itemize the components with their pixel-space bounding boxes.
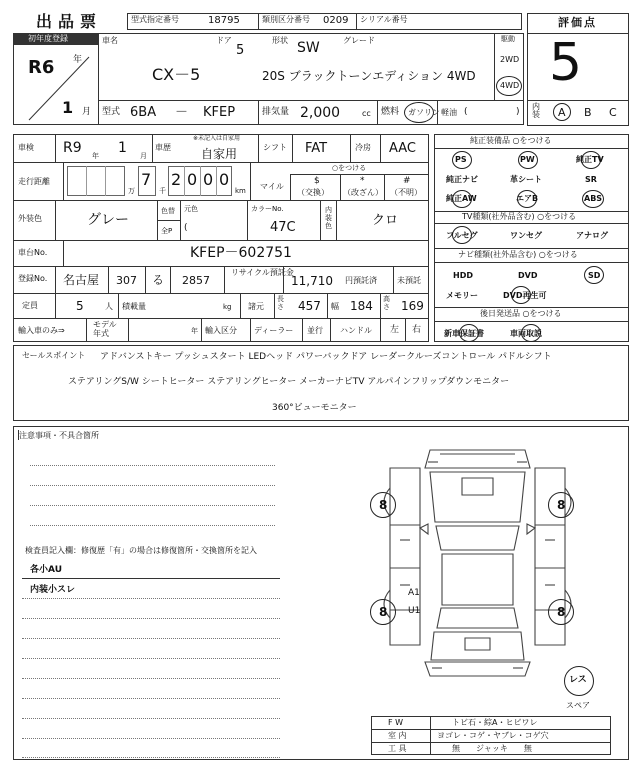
recycle: 11,710 [291,274,333,288]
eq-pw: PW [520,155,535,164]
tire-fl: 8 [379,498,388,512]
mileage-km-unit: km [235,187,246,195]
legend-fw-value: トビ石・綜A・ヒビワレ [452,718,538,727]
inspection-month-unit: 月 [140,152,147,160]
fuel-label: 燃料 [381,107,400,117]
height: 169 [401,299,424,313]
nav-sd: SD [588,271,601,280]
first-reg-month-unit: 月 [82,107,92,117]
interior-b: B [584,106,592,119]
capacity-unit: 人 [105,302,113,311]
damage-mark-a1: A1 [408,588,420,598]
model-dash: － [175,105,189,120]
load-label: 積載量 [122,302,146,311]
width: 184 [350,299,373,313]
tv-title: TV種類(社外品含む) ○をつける [462,212,577,221]
unknown-sym: # [403,176,411,186]
mileage-hundreds: 0 [187,170,198,189]
tire-rr: 8 [557,605,566,619]
eq-ps: PS [455,155,467,164]
eq-navi: 純正ナビ [446,175,478,184]
reg-class: 307 [116,274,137,287]
shape: SW [297,40,320,56]
handle-right: 右 [412,325,422,335]
displacement: 2,000 [300,105,341,121]
import-label: 輸入車のみ⇒ [18,326,65,335]
equipment-title: 純正装備品 ○をつける [470,136,552,145]
legend-fw-label: F W [388,718,404,727]
shift: FAT [305,141,328,156]
drive-4wd: 4WD [500,81,520,90]
mileage-digits-empty [67,166,125,196]
kei-label: 軽油 [441,108,457,117]
tv-fullseg: フルセグ [446,231,478,240]
reg-city: 名古屋 [63,273,100,287]
recycle-label: リサイクル預託金 [231,268,294,277]
exchange-label: （交換） [297,188,329,197]
docs-title: 後日発送品 ○をつける [480,309,562,318]
capacity: 5 [76,299,84,313]
displacement-unit: cc [362,109,371,118]
mileage-label: 走行距離 [18,177,50,186]
mileage-sen: 2 [171,170,182,189]
mileage-man: 7 [141,170,152,189]
model-year-label: モデル年式 [93,320,117,338]
color-change-label: 色替 [161,207,175,215]
import-parallel: 並行 [307,326,323,335]
nav-memory: メモリー [446,291,478,300]
nav-hdd: HDD [453,271,473,280]
inspection-month: 1 [118,140,127,156]
ac: AAC [389,141,416,156]
length: 457 [298,299,321,313]
inspector-label: 検査員記入欄：修復歴「有」の場合は修復箇所・交換箇所を記入 [25,546,257,555]
model-prefix: 6BA [130,105,157,120]
height-label: 高さ [383,295,390,311]
score-value: 5 [549,33,583,93]
history-note: ※未記入は自家用 [193,135,241,142]
import-cat-label: 輸入区分 [205,326,237,335]
inspector-line1: 各小AU [30,565,62,575]
eq-aw: 純正AW [446,194,477,203]
mileage-units: 0 [219,170,230,189]
grade: 20S ブラックトーンエディション 4WD [262,69,476,83]
spare-value: レス [569,675,587,685]
drive-label: 駆動 [501,35,515,43]
inspection-label: 車検 [18,143,34,152]
length-label: 長さ [277,295,284,311]
mile-label: マイル [260,182,284,191]
first-reg-era: R6 [28,57,55,78]
legend-interior-value: ヨゴレ・コゲ・ヤブレ・コゲ穴 [437,731,549,740]
legend-tools-label: 工 具 [388,744,407,753]
model: KFEP [203,105,236,120]
class-no: 0209 [323,15,349,26]
first-reg-label: 初年度登録 [28,34,68,43]
eq-airbag: エアB [516,194,539,203]
recycle-unpaid: 未預託 [397,276,421,285]
doc-warranty: 新車保証書 [444,329,484,338]
type-no: 18795 [208,15,240,26]
mileage-tens: 0 [203,170,214,189]
shift-label: シフト [263,143,287,152]
kei-paren-close: ) [516,107,520,117]
notes-label: 注意事項・不具合箇所 [19,431,99,440]
tv-oneseg: ワンセグ [510,231,542,240]
color-no-label: カラーNo. [251,205,284,213]
spare-label: スペア [566,701,590,710]
type-no-label: 型式指定番号 [131,15,179,24]
reg-number: 2857 [182,274,210,287]
doc-title: 出品票 [36,12,103,31]
mileage-sen-unit: 千 [159,187,166,195]
serial-label: シリアル番号 [360,15,408,24]
history: 自家用 [201,147,238,161]
interior-a: A [558,106,566,119]
exchange-sym: $ [314,176,320,186]
eq-tv: 純正TV [576,155,604,164]
eq-abs: ABS [584,194,603,203]
model-year-unit: 年 [191,327,198,335]
import-dealer: ディーラー [254,326,294,335]
interior-color: クロ [372,213,399,228]
legend-tools-value: 無 ジャッキ 無 [452,744,532,753]
car-name-label: 車名 [102,36,118,45]
reg-kana: る [152,273,165,287]
orig-color-label: 元色 [184,205,198,213]
nav-title: ナビ種類(社外品含む) ○をつける [458,250,578,259]
color-label: 外装色 [18,214,42,223]
history-label: 車歴 [155,143,171,152]
reg-no-label: 登録No. [18,274,48,283]
first-reg-month: 1 [62,98,74,117]
tamper-sym: * [360,176,365,186]
recycle-unit: 円預託済 [345,276,377,285]
drive-2wd: 2WD [500,55,520,64]
car-diagram [370,440,585,680]
chassis-label: 車台No. [18,248,48,257]
doors-label: ドア [216,36,232,45]
damage-mark-u1: U1 [408,606,421,616]
interior-color-label: 内装色 [325,206,332,231]
width-label: 幅 [331,302,339,311]
inspection-era: R9 [63,140,82,156]
handle-left: 左 [390,325,400,335]
kg-unit: kg [223,303,232,311]
color: グレー [87,212,129,228]
sales-line3: 360°ビューモニター [272,403,357,413]
grade-label: グレード [343,36,375,45]
interior-c: C [609,106,617,119]
eq-sr: SR [585,175,597,184]
ac-label: 冷房 [355,143,371,152]
doors: 5 [236,43,245,58]
chassis-no: KFEP－602751 [190,245,292,261]
displacement-label: 排気量 [262,107,290,117]
interior-score-label: 内装 [532,102,540,119]
inspector-line2: 内装小スレ [30,585,76,595]
tire-fr: 8 [557,498,566,512]
legend-interior-label: 室 内 [388,731,407,740]
sales-line2: ステアリングS/W シートヒーター ステアリングヒーター メーカーナビTV アルパインフリップダウンモニター [68,377,510,387]
first-reg-year-unit: 年 [73,55,83,65]
unknown-label: （不明） [390,188,422,197]
kei-paren-open: ( [464,107,468,117]
doc-manual: 車両取説 [510,329,542,338]
shape-label: 形状 [272,36,288,45]
mileage-man-unit: 万 [128,187,135,195]
tire-rl: 8 [379,605,388,619]
fuel: ガソリン [408,108,440,117]
car-name: CX－5 [152,65,201,84]
misc-label: 諸元 [248,302,264,311]
sales-line1: アドバンストキー プッシュスタート LEDヘッド パワーバックドア レーダークルーズコントロール パドルシフト [100,352,552,362]
all-paint-label: 全P [161,227,173,235]
nav-dvd: DVD [518,271,538,280]
mileage-circle-note: ○をつける [332,164,367,172]
handle-label: ハンドル [340,326,372,335]
tamper-label: （改ざん） [343,188,383,197]
orig-color-paren: ( [184,223,188,233]
tv-analog: アナログ [576,231,608,240]
model-label: 型式 [102,107,121,117]
nav-dvd-play: DVD再生可 [503,291,547,300]
capacity-label: 定員 [22,301,38,310]
class-label: 類別区分番号 [262,15,310,24]
sales-label: セールスポイント [22,351,86,360]
score-label: 評価点 [558,16,597,29]
color-no: 47C [270,220,296,235]
inspection-year-unit: 年 [92,152,99,160]
eq-leather: 革シート [510,175,542,184]
